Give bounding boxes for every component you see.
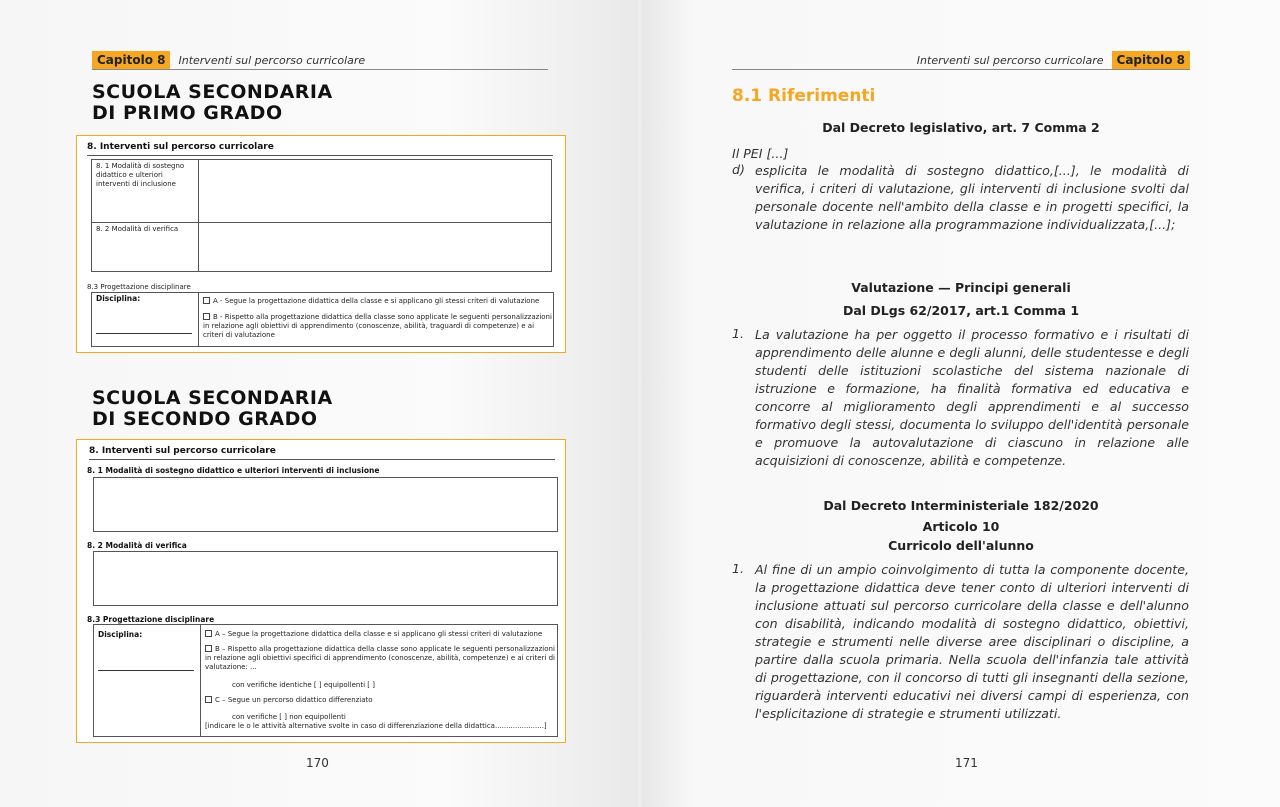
form-primo-grado <box>76 135 566 353</box>
option-c-verify: con verifiche [ ] non equipollenti <box>232 713 346 721</box>
checkbox-a-icon[interactable] <box>205 630 212 637</box>
sub-heading-progettazione: 8.3 Progettazione disciplinare <box>87 615 215 624</box>
page-number: 171 <box>955 756 978 770</box>
left-page <box>0 0 638 807</box>
checkbox-a-icon[interactable] <box>203 297 210 304</box>
option-c[interactable]: C – Segue un percorso didattico differenziato <box>205 696 555 705</box>
paragraph-valutazione: La valutazione ha per oggetto il processo formativo e i risultati di apprendimento delle alunne e degli alunni, delle studentesse e degli studenti delle istituzioni scolastiche del sistema nazionale di istruzione e formazione, ha finalità formativa ed educativa e concorre al miglioramento degli apprendimenti e al successo formativo degli stessi, documenta lo sviluppo dell'identità personale e promuove la autovalutazione di ciascuno in relazione alle acquisizioni di conoscenze, abilità e competenze. <box>755 327 1189 468</box>
checkbox-c-icon[interactable] <box>205 696 212 703</box>
input-verifica[interactable] <box>93 551 558 606</box>
option-a[interactable]: A - Segue la progettazione didattica della classe e si applicano gli stessi criteri di valutazione <box>203 297 553 306</box>
disciplina-line <box>96 333 192 334</box>
heading-articolo: Articolo 10 <box>922 519 1000 534</box>
disciplina-label: Disciplina: <box>98 630 143 639</box>
disciplina-label: Disciplina: <box>96 294 141 303</box>
row-label-verifica: 8. 2 Modalità di verifica <box>96 225 179 233</box>
heading-valutazione: Valutazione — Principi generali <box>851 280 1071 295</box>
row-label-verifica: 8. 2 Modalità di verifica <box>87 541 187 550</box>
chapter-badge: Capitolo 8 <box>1112 51 1190 69</box>
intro-pei: Il PEI [...] <box>732 146 789 161</box>
paragraph-pei: esplicita le modalità di sostegno didattico,[...], le modalità di verifica, i criteri di valutazione, gli interventi di inclusione svolti dal personale docente nell'ambito della classe e in progetti specifici, la valutazione in relazione alla programmazione individualizzata,[...]; <box>755 163 1189 232</box>
chapter-badge: Capitolo 8 <box>92 51 170 69</box>
section-title: 8.1 Riferimenti <box>732 86 876 106</box>
heading-decreto-interministeriale: Dal Decreto Interministeriale 182/2020 <box>823 498 1099 513</box>
checkbox-b-icon[interactable] <box>203 313 210 320</box>
row-label-sostegno: 8. 1 Modalità di sostegno didattico e ulteriori interventi di inclusione <box>96 162 185 188</box>
form-heading: 8. Interventi sul percorso curricolare <box>87 142 274 152</box>
page-number: 170 <box>306 756 329 770</box>
option-a[interactable]: A – Segue la progettazione didattica della classe e si applicano gli stessi criteri di valutazione <box>205 630 555 639</box>
list-marker-1: 1. <box>732 326 745 341</box>
disciplina-line <box>98 670 194 671</box>
left-running-header <box>92 50 548 70</box>
option-c-note: [indicare le o le attività alternative svolte in caso di differenziazione della didattica......................] <box>205 722 547 730</box>
right-running-header <box>732 50 1190 70</box>
row-label-sostegno: 8. 1 Modalità di sostegno didattico e ulteriori interventi di inclusione <box>87 466 380 475</box>
list-marker-d: d) <box>732 162 745 177</box>
option-b[interactable]: B - Rispetto alla progettazione didattica della classe sono applicate le seguenti personalizzazioni in relazione agli obiettivi di apprendimento (conoscenze, abilità, traguardi di competenze) e ai criteri di valutazione <box>203 313 552 339</box>
section-title-primo-grado: SCUOLA SECONDARIA DI PRIMO GRADO <box>92 81 333 124</box>
input-sostegno[interactable] <box>200 160 551 221</box>
list-marker-1b: 1. <box>732 561 745 576</box>
input-sostegno[interactable] <box>93 477 558 532</box>
running-title: Interventi sul percorso curricolare <box>178 53 366 67</box>
checkbox-b-icon[interactable] <box>205 645 212 652</box>
heading-curricolo: Curricolo dell'alunno <box>888 538 1034 553</box>
running-title: Interventi sul percorso curricolare <box>916 53 1104 67</box>
form-secondo-grado <box>76 439 566 743</box>
option-b-verify: con verifiche identiche [ ] equipollenti [ ] <box>232 681 375 689</box>
heading-decreto-legislativo: Dal Decreto legislativo, art. 7 Comma 2 <box>822 120 1100 135</box>
option-b[interactable]: B – Rispetto alla progettazione didattica della classe sono applicate le seguenti personalizzazioni in relazione agli obiettivi specifici di apprendimento (conoscenze, abilità, competenze) e ai criteri di valutazione: ... <box>205 645 555 671</box>
sub-heading-progettazione: 8.3 Progettazione disciplinare <box>87 283 191 291</box>
section-title-secondo-grado: SCUOLA SECONDARIA DI SECONDO GRADO <box>92 387 333 430</box>
input-verifica[interactable] <box>200 223 551 271</box>
form-heading: 8. Interventi sul percorso curricolare <box>89 446 276 456</box>
paragraph-curricolo: Al fine di un ampio coinvolgimento di tutta la componente docente, la progettazione didattica deve tener conto di ulteriori interventi di inclusione attuati sul percorso curricolare della classe e dell'alunno con disabilità, indicando modalità di sostegno didattico, obiettivi, strategie e strumenti nelle diverse aree disciplinari o discipline, a partire dalla scuola primaria. Nella scuola dell'infanzia tale attività di progettazione, con il concorso di tutti gli insegnanti della sezione, riguarderà interventi educativi nei diversi campi di esperienza, con l'esplicitazione di strategie e strumenti utilizzati. <box>755 562 1189 721</box>
heading-dlgs: Dal DLgs 62/2017, art.1 Comma 1 <box>842 303 1080 318</box>
